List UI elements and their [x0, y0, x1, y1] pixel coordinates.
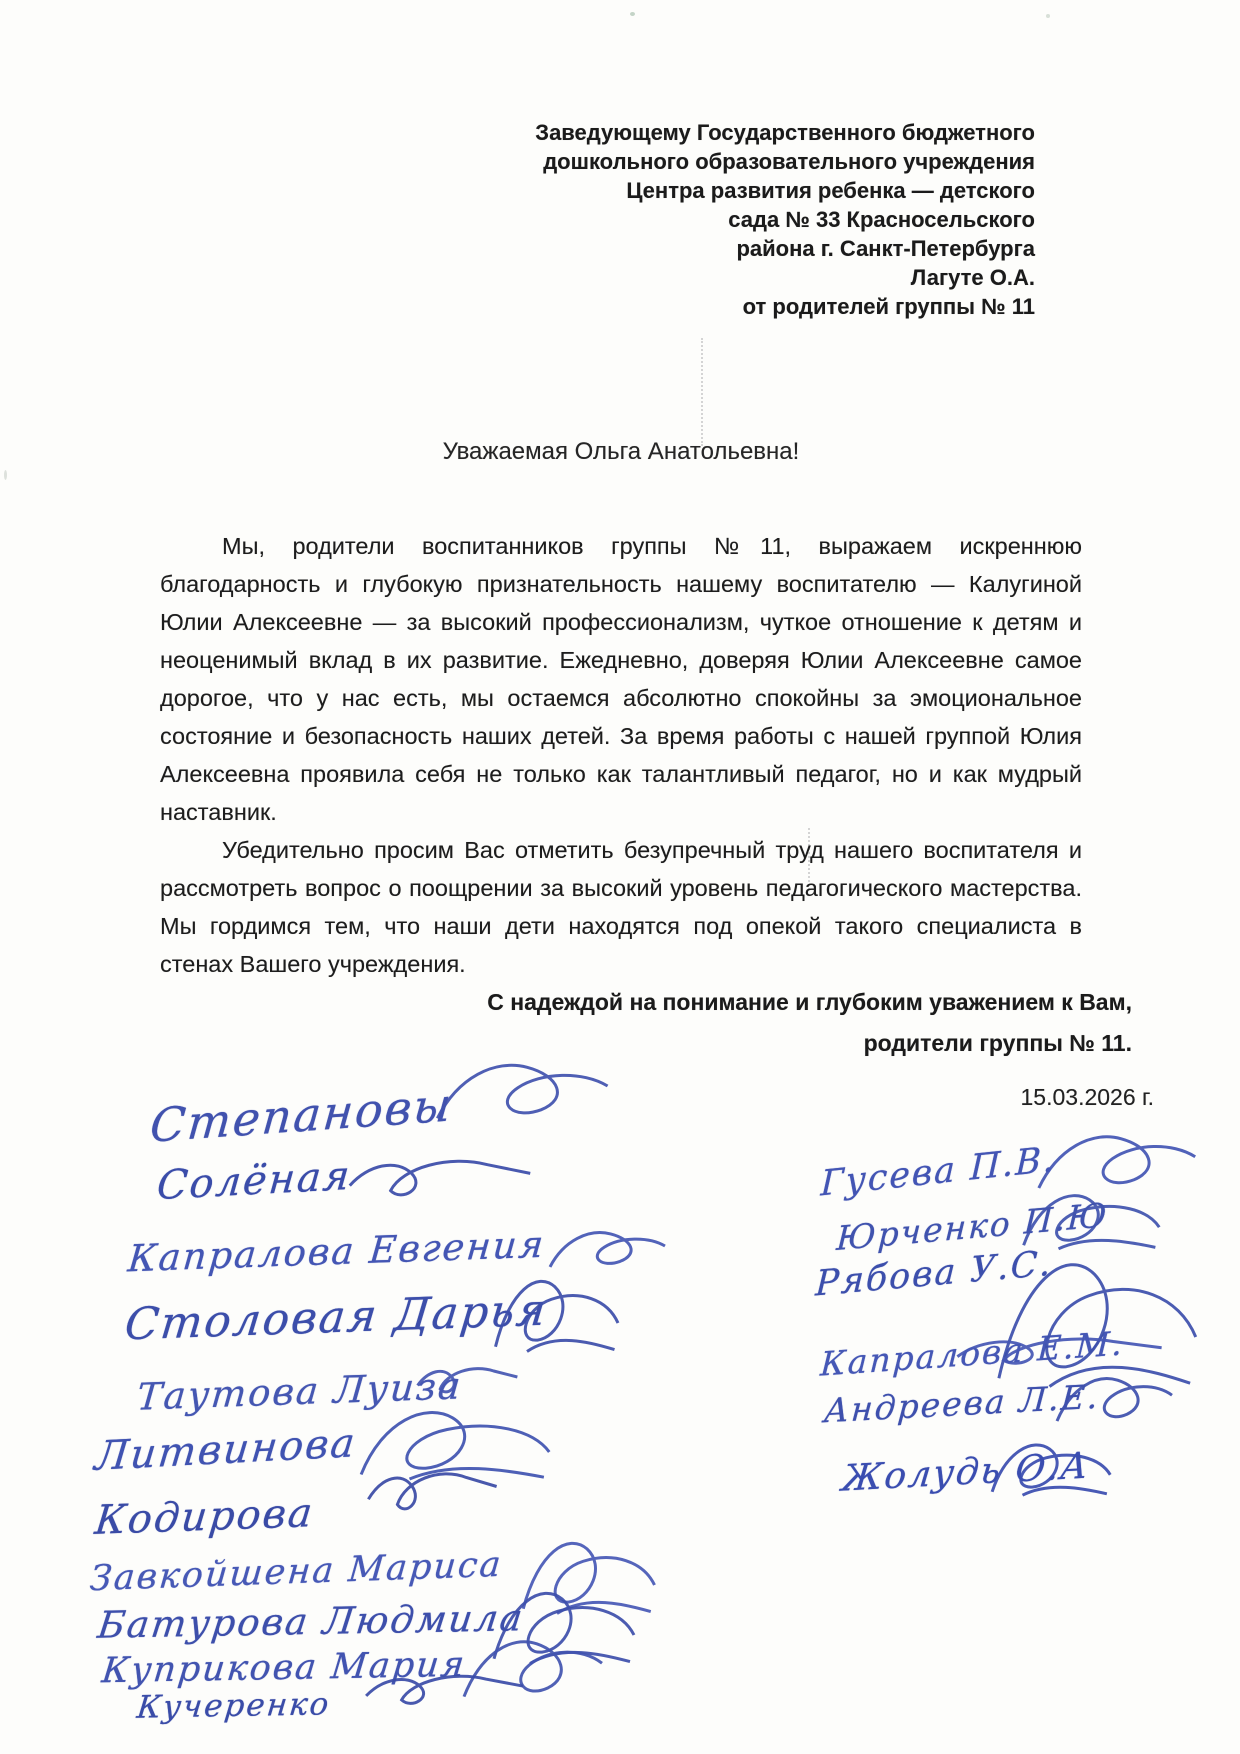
signature: Батурова Людмила	[95, 1596, 527, 1647]
addressee-line: Заведующему Государственного бюджетного	[535, 120, 1035, 145]
scan-artifact-line	[701, 338, 703, 446]
signature-flourish	[365, 1458, 500, 1533]
signature: Завкойшена Мариса	[88, 1544, 505, 1600]
signature: Капралова Евгения	[126, 1222, 548, 1281]
paragraph-2: Убедительно просим Вас отметить безупречный труд нашего воспитателя и рассмотреть вопрос о поощрении за высокий уровень педагогического мастерства. Мы гордимся тем, что наши дети находятся под опекой такого специалиста в стенах Вашего учреждения.	[160, 837, 1082, 977]
letter-body	[160, 527, 1082, 983]
letter-date: 15.03.2026 г.	[1020, 1084, 1154, 1110]
signature-flourish	[430, 1052, 615, 1137]
addressee-line: Лагуте О.А.	[910, 265, 1035, 290]
addressee-line: дошкольного образовательного учреждения	[543, 149, 1035, 174]
signature: Степановы	[147, 1077, 456, 1153]
salutation: Уважаемая Ольга Анатольевна!	[442, 438, 800, 465]
signature: Таутова Луиза	[135, 1364, 465, 1419]
signature: Гусева П.В.	[819, 1139, 1057, 1205]
signature: Куприкова Мария	[99, 1644, 469, 1692]
signature: Солёная	[155, 1152, 354, 1210]
scan-speck	[4, 470, 7, 480]
addressee-block	[395, 118, 1035, 321]
signature: Жолудь О.А	[840, 1445, 1093, 1500]
addressee-line: района г. Санкт-Петербурга	[736, 236, 1035, 261]
signature-flourish	[362, 1664, 527, 1722]
signature: Андреева Л.Е.	[822, 1376, 1101, 1431]
signature-flourish	[345, 1146, 535, 1218]
closing-line: родители группы № 11.	[863, 1030, 1132, 1056]
signature: Капралова Е.М.	[819, 1323, 1126, 1384]
addressee-line: от родителей группы № 11	[742, 294, 1035, 319]
signature: Столовая Дарья	[122, 1284, 551, 1351]
signature: Кодирова	[92, 1490, 317, 1544]
addressee-line: Центра развития ребенка — детского	[626, 178, 1035, 203]
signature-flourish	[485, 1266, 625, 1361]
signature: Литвинова	[92, 1419, 359, 1481]
signature-flourish	[1052, 1368, 1177, 1436]
signature: Юрченко П.Ю	[835, 1194, 1110, 1259]
signature: Рябова У.С.	[814, 1243, 1054, 1305]
addressee-line: сада № 33 Красносельского	[728, 207, 1035, 232]
scan-speck	[630, 12, 635, 16]
scan-speck	[1046, 14, 1050, 18]
signature: Кучеренко	[135, 1686, 333, 1726]
signature-flourish	[982, 1434, 1117, 1502]
closing-line: С надеждой на понимание и глубоким уважением к Вам,	[487, 989, 1132, 1015]
paragraph-1: Мы, родители воспитанников группы №11, выражаем искреннюю благодарность и глубокую признательность нашему воспитателю — Калугиной Юлии Алексеевне — за высокий профессионализм, чуткое отношение к детям и неоценимый вклад в их развитие. Ежедневно, доверяя Юлии Алексеевне самое дорогое, что у нас есть, мы остаемся абсолютно спокойны за эмоциональное состояние и безопасность наших детей. За время работы с нашей группой Юлия Алексеевна проявила себя не только как талантливый педагог, но и как мудрый наставник.	[160, 533, 1082, 825]
